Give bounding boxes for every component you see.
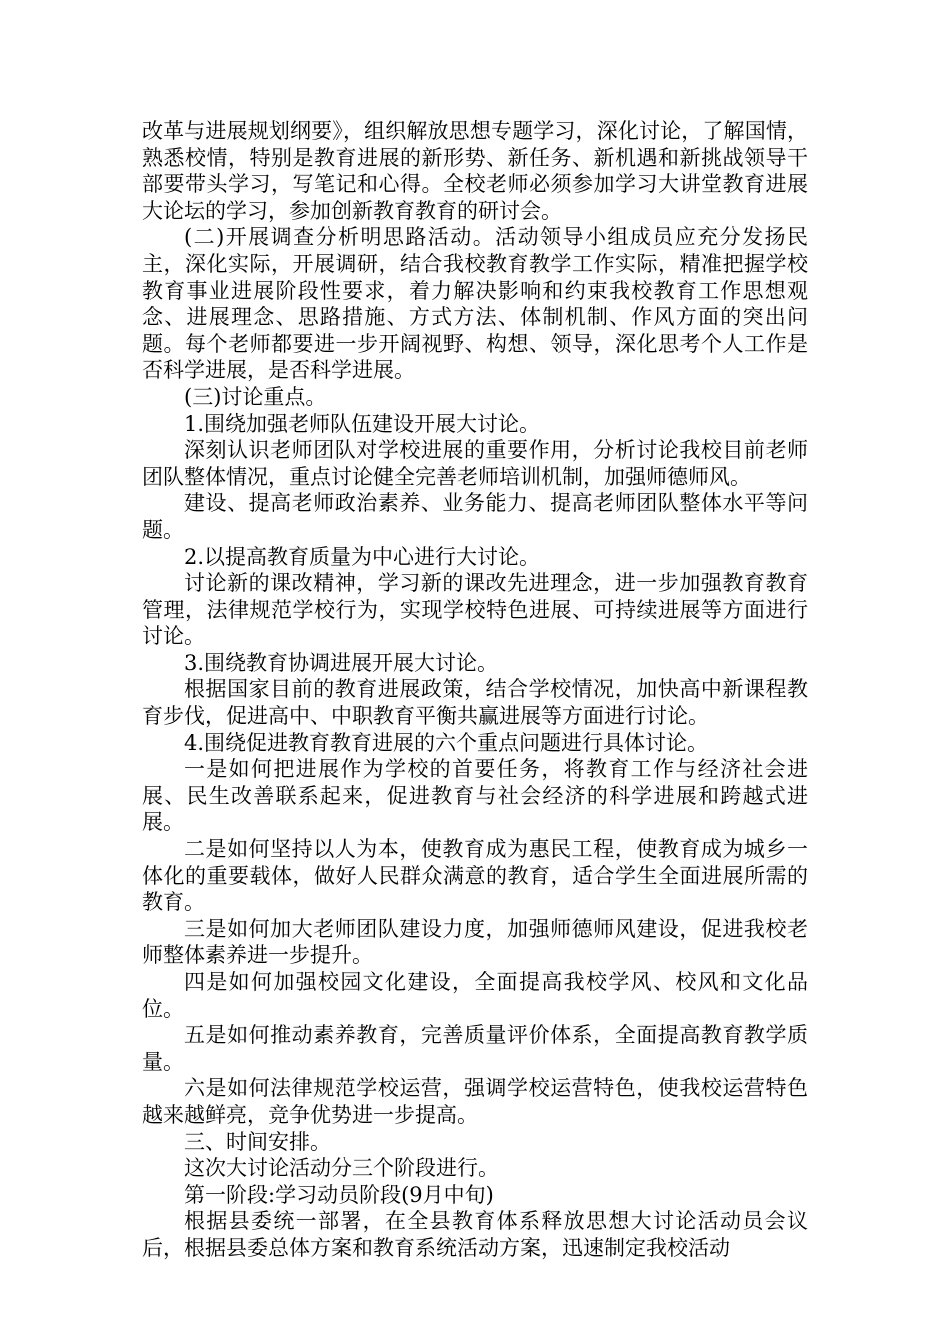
paragraph-issue-five: 五是如何推动素养教育，完善质量评价体系，全面提高教育教学质量。 [142, 1023, 808, 1074]
subheading-coordinated-development: 3.围绕教育协调进展开展大讨论。 [184, 650, 499, 675]
subheading-education-quality: 2.以提高教育质量为中心进行大讨论。 [184, 544, 541, 569]
paragraph-teacher-team-role: 深刻认识老师团队对学校进展的重要作用，分析讨论我校目前老师团队整体情况，重点讨论健全完善老师培训机制，加强师德师风。 [142, 438, 808, 489]
section-heading-discussion-focus: (三)讨论重点。 [184, 384, 327, 409]
subheading-teacher-team: 1.围绕加强老师队伍建设开展大讨论。 [184, 411, 541, 436]
paragraph-research-activity: (二)开展调查分析明思路活动。活动领导小组成员应充分发扬民主，深化实际，开展调研，结合我校教育教学工作实际，精准把握学校教育事业进展阶段性要求，着力解决影响和约束我校教育工作思想观念、进展理念、思路措施、方式方法、体制机制、作风方面的突出问题。每个老师都要进一步开阔视野、构想、领导，深化思考个人工作是否科学进展，是否科学进展。 [142, 225, 808, 383]
paragraph-issue-four: 四是如何加强校园文化建设，全面提高我校学风、校风和文化品位。 [142, 970, 808, 1021]
paragraph-three-stages: 这次大讨论活动分三个阶段进行。 [184, 1156, 499, 1181]
paragraph-study-requirements: 改革与进展规划纲要》，组织解放思想专题学习，深化讨论，了解国情，熟悉校情，特别是教育进展的新形势、新任务、新机遇和新挑战领导干部要带头学习，写笔记和心得。全校老师必须参加学习大讲堂教育进展大论坛的学习，参加创新教育教育的研讨会。 [142, 119, 808, 223]
paragraph-issue-three: 三是如何加大老师团队建设力度，加强师德师风建设，促进我校老师整体素养进一步提升。 [142, 916, 808, 968]
subheading-stage-one: 第一阶段:学习动员阶段(9月中旬) [184, 1182, 494, 1207]
paragraph-issue-one: 一是如何把进展作为学校的首要任务，将教育工作与经济社会进展、民生改善联系起来，促进教育与社会经济的科学进展和跨越式进展。 [142, 757, 808, 835]
paragraph-issue-six: 六是如何法律规范学校运营，强调学校运营特色，使我校运营特色越来越鲜亮，竞争优势进一步提高。 [142, 1076, 808, 1127]
subheading-six-key-issues: 4.围绕促进教育教育进展的六个重点问题进行具体讨论。 [184, 730, 709, 755]
paragraph-stage-one-detail: 根据县委统一部署，在全县教育体系释放思想大讨论活动员会议后，根据县委总体方案和教育系统活动方案，迅速制定我校活动 [142, 1209, 808, 1260]
document-page [142, 118, 808, 1262]
paragraph-national-policy: 根据国家目前的教育进展政策，结合学校情况，加快高中新课程教育步伐，促进高中、中职教育平衡共赢进展等方面进行讨论。 [142, 677, 808, 729]
paragraph-issue-two: 二是如何坚持以人为本，使教育成为惠民工程，使教育成为城乡一体化的重要载体，做好人民群众满意的教育，适合学生全面进展所需的教育。 [142, 837, 808, 915]
paragraph-teacher-quality: 建设、提高老师政治素养、业务能力、提高老师团队整体水平等问题。 [142, 491, 808, 542]
paragraph-curriculum-reform: 讨论新的课改精神，学习新的课改先进理念，进一步加强教育教育管理，法律规范学校行为，实现学校特色进展、可持续进展等方面进行讨论。 [142, 571, 808, 649]
section-heading-schedule: 三、时间安排。 [184, 1129, 331, 1154]
